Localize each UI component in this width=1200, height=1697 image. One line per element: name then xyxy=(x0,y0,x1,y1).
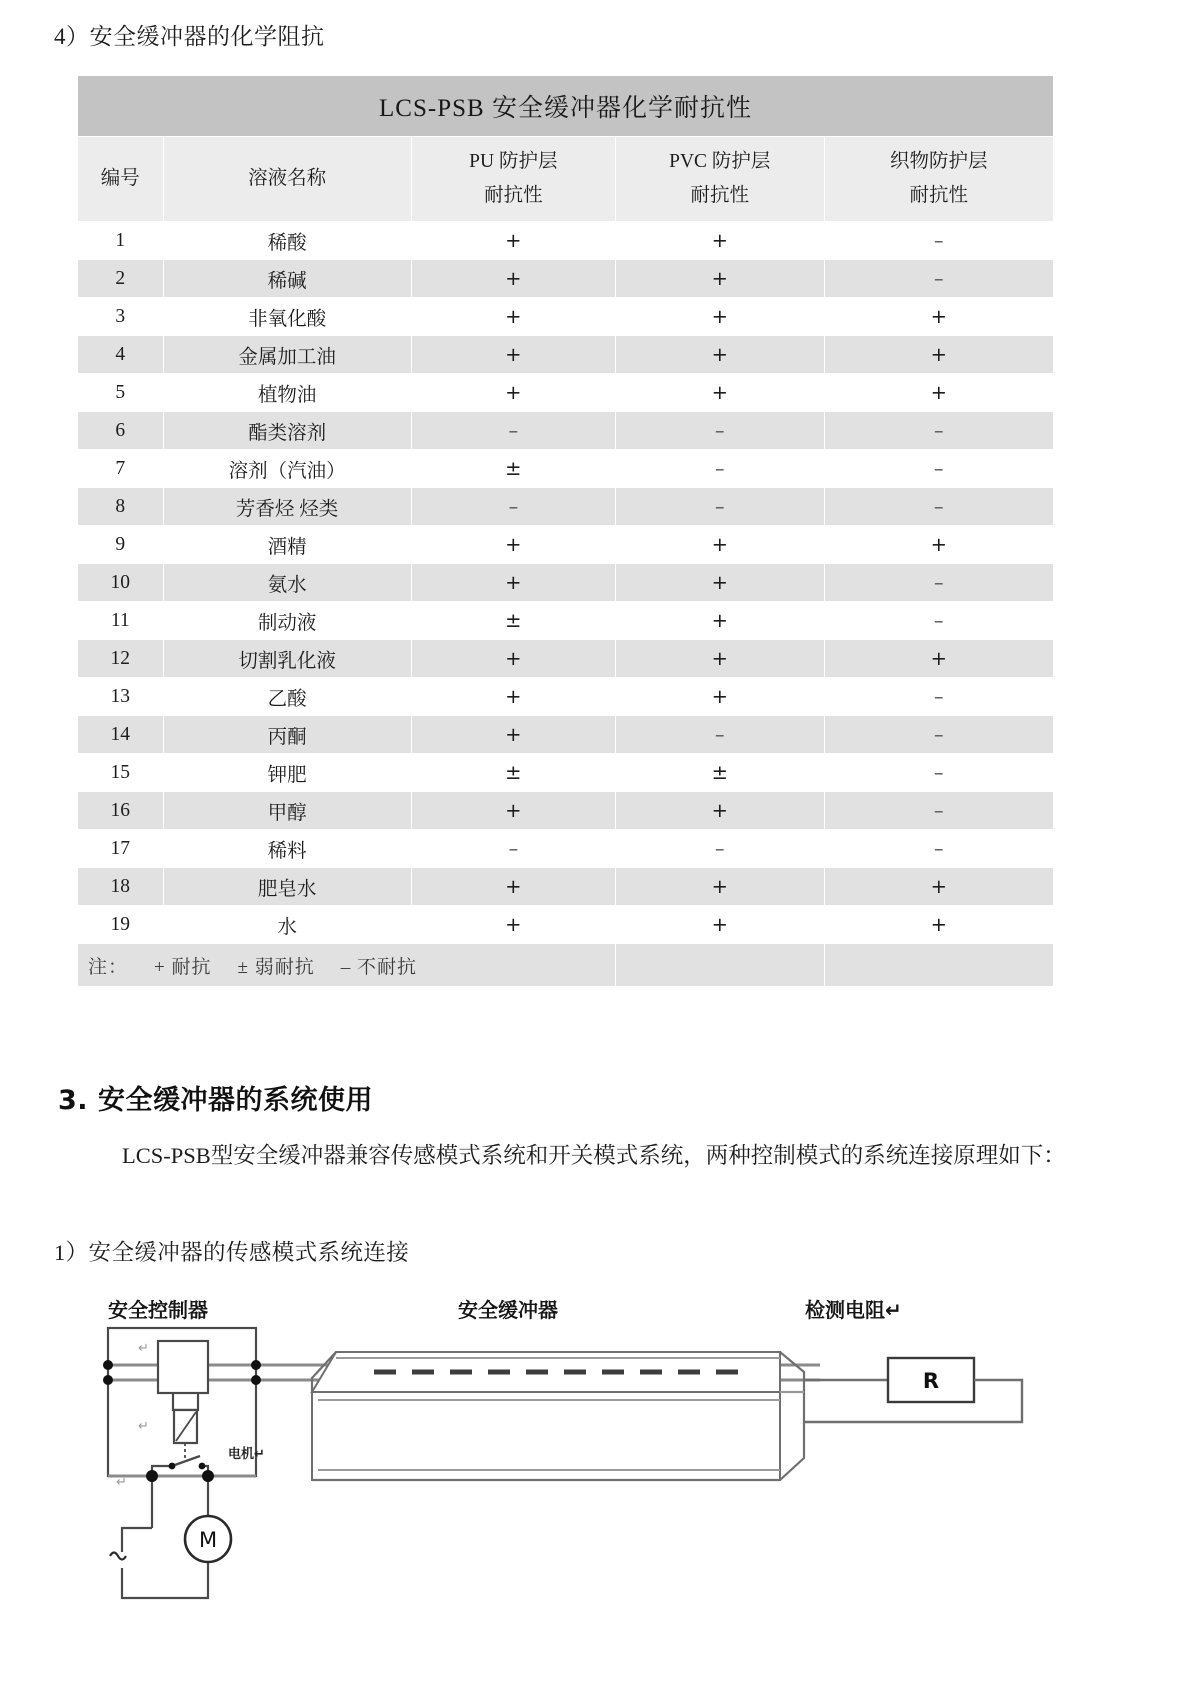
row-pu-resistance: + xyxy=(411,906,615,944)
row-fabric-resistance: – xyxy=(824,754,1053,792)
diagram-label-controller: 安全控制器 xyxy=(108,1298,208,1322)
diagram-label-resistor: 检测电阻↵ xyxy=(805,1298,902,1322)
column-header-name xyxy=(163,137,411,222)
row-pvc-resistance: – xyxy=(616,488,825,526)
row-pvc-resistance: + xyxy=(616,222,825,260)
column-header-pu xyxy=(411,137,615,222)
row-solution-name: 钾肥 xyxy=(163,754,411,792)
row-fabric-resistance: + xyxy=(824,374,1053,412)
row-number: 15 xyxy=(78,754,164,792)
row-fabric-resistance: + xyxy=(824,298,1053,336)
table-row xyxy=(78,374,1054,412)
column-header-fabric xyxy=(824,137,1053,222)
row-pvc-resistance: + xyxy=(616,640,825,678)
row-solution-name: 甲醇 xyxy=(163,792,411,830)
column-header-pvc-line2: 耐抗性 xyxy=(690,185,750,206)
row-pvc-resistance: + xyxy=(616,678,825,716)
table-title: LCS-PSB 安全缓冲器化学耐抗性 xyxy=(78,76,1054,137)
row-number: 17 xyxy=(78,830,164,868)
row-number: 10 xyxy=(78,564,164,602)
note-symbol-3: – xyxy=(340,956,352,978)
row-solution-name: 稀料 xyxy=(163,830,411,868)
table-title-row xyxy=(78,76,1054,137)
row-pvc-resistance: – xyxy=(616,412,825,450)
row-fabric-resistance: – xyxy=(824,716,1053,754)
table-row xyxy=(78,450,1054,488)
column-header-fabric-line1: 织物防护层 xyxy=(890,150,988,172)
row-fabric-resistance: – xyxy=(824,488,1053,526)
column-header-no-line1: 编号 xyxy=(100,167,140,189)
row-number: 2 xyxy=(78,260,164,298)
row-fabric-resistance: – xyxy=(824,260,1053,298)
table-row xyxy=(78,222,1054,260)
row-pvc-resistance: + xyxy=(616,868,825,906)
row-number: 16 xyxy=(78,792,164,830)
row-number: 3 xyxy=(78,298,164,336)
row-solution-name: 乙酸 xyxy=(163,678,411,716)
row-pu-resistance: + xyxy=(411,222,615,260)
note-text-3: 不耐抗 xyxy=(356,956,417,978)
row-solution-name: 制动液 xyxy=(163,602,411,640)
table-row xyxy=(78,336,1054,374)
section-3-heading: 3. 安全缓冲器的系统使用 xyxy=(58,1085,373,1116)
row-fabric-resistance: – xyxy=(824,222,1053,260)
column-header-no xyxy=(78,137,164,222)
row-number: 9 xyxy=(78,526,164,564)
table-row xyxy=(78,640,1054,678)
table-row xyxy=(78,564,1054,602)
table-note-blank-pvc xyxy=(616,944,825,987)
row-pvc-resistance: + xyxy=(616,336,825,374)
row-fabric-resistance: + xyxy=(824,868,1053,906)
pilcrow-mark-1: ↵ xyxy=(138,1341,149,1356)
column-header-pvc xyxy=(616,137,825,222)
row-pvc-resistance: + xyxy=(616,564,825,602)
row-pu-resistance: ± xyxy=(411,754,615,792)
pilcrow-mark-3: ↵ xyxy=(116,1475,127,1490)
row-pu-resistance: + xyxy=(411,298,615,336)
row-solution-name: 稀碱 xyxy=(163,260,411,298)
row-fabric-resistance: – xyxy=(824,450,1053,488)
section-3-subheading: 1）安全缓冲器的传感模式系统连接 xyxy=(54,1240,410,1265)
table-row xyxy=(78,906,1054,944)
row-pu-resistance: – xyxy=(411,488,615,526)
row-solution-name: 稀酸 xyxy=(163,222,411,260)
motor-symbol: M xyxy=(198,1528,218,1552)
table-row xyxy=(78,298,1054,336)
row-fabric-resistance: – xyxy=(824,564,1053,602)
row-number: 4 xyxy=(78,336,164,374)
row-fabric-resistance: + xyxy=(824,640,1053,678)
table-note xyxy=(78,944,616,987)
row-pu-resistance: + xyxy=(411,868,615,906)
table-row xyxy=(78,792,1054,830)
row-pvc-resistance: + xyxy=(616,260,825,298)
row-pu-resistance: ± xyxy=(411,450,615,488)
row-pu-resistance: + xyxy=(411,526,615,564)
row-number: 5 xyxy=(78,374,164,412)
row-solution-name: 溶剂（汽油） xyxy=(163,450,411,488)
diagram-label-motor: 电机↵ xyxy=(228,1447,265,1462)
note-text-1: 耐抗 xyxy=(171,956,212,978)
row-pu-resistance: ± xyxy=(411,602,615,640)
row-fabric-resistance: – xyxy=(824,830,1053,868)
row-pvc-resistance: ± xyxy=(616,754,825,792)
row-pu-resistance: + xyxy=(411,716,615,754)
diagram-label-buffer: 安全缓冲器 xyxy=(458,1298,558,1322)
chemical-resistance-table xyxy=(77,75,1054,987)
row-pvc-resistance: + xyxy=(616,602,825,640)
note-label: 注： xyxy=(88,956,129,978)
row-fabric-resistance: + xyxy=(824,336,1053,374)
table-row xyxy=(78,716,1054,754)
row-pu-resistance: + xyxy=(411,640,615,678)
pilcrow-mark-2: ↵ xyxy=(138,1419,149,1434)
row-pvc-resistance: – xyxy=(616,716,825,754)
row-fabric-resistance: + xyxy=(824,526,1053,564)
resistor-symbol: R xyxy=(922,1369,940,1393)
table-row xyxy=(78,488,1054,526)
row-pvc-resistance: + xyxy=(616,906,825,944)
row-pvc-resistance: + xyxy=(616,526,825,564)
row-pu-resistance: + xyxy=(411,678,615,716)
row-pu-resistance: – xyxy=(411,412,615,450)
row-pvc-resistance: + xyxy=(616,298,825,336)
row-fabric-resistance: + xyxy=(824,906,1053,944)
note-symbol-2: ± xyxy=(237,956,249,978)
column-header-name-line1: 溶液名称 xyxy=(248,167,327,189)
row-solution-name: 非氧化酸 xyxy=(163,298,411,336)
row-number: 11 xyxy=(78,602,164,640)
row-fabric-resistance: – xyxy=(824,602,1053,640)
table-row xyxy=(78,830,1054,868)
row-pu-resistance: + xyxy=(411,564,615,602)
row-number: 14 xyxy=(78,716,164,754)
row-fabric-resistance: – xyxy=(824,678,1053,716)
table-note-row xyxy=(78,944,1054,987)
row-pu-resistance: – xyxy=(411,830,615,868)
row-fabric-resistance: – xyxy=(824,412,1053,450)
table-row xyxy=(78,868,1054,906)
table-row xyxy=(78,678,1054,716)
section-4-heading: 4）安全缓冲器的化学阻抗 xyxy=(54,24,325,49)
table-body xyxy=(78,222,1054,944)
row-solution-name: 丙酮 xyxy=(163,716,411,754)
diagram-svg xyxy=(60,1280,1140,1680)
table-row xyxy=(78,412,1054,450)
note-text-2: 弱耐抗 xyxy=(254,956,315,978)
column-header-pvc-line1: PVC 防护层 xyxy=(669,150,771,172)
row-solution-name: 金属加工油 xyxy=(163,336,411,374)
column-header-pu-line2: 耐抗性 xyxy=(484,185,543,206)
row-number: 7 xyxy=(78,450,164,488)
row-number: 1 xyxy=(78,222,164,260)
row-pu-resistance: + xyxy=(411,260,615,298)
table-row xyxy=(78,754,1054,792)
pilcrow-marks xyxy=(116,1341,149,1490)
note-symbol-1: + xyxy=(154,956,166,978)
section-3-paragraph: LCS-PSB型安全缓冲器兼容传感模式系统和开关模式系统，两种控制模式的系统连接原理如下： xyxy=(122,1143,1066,1168)
row-fabric-resistance: – xyxy=(824,792,1053,830)
row-solution-name: 酒精 xyxy=(163,526,411,564)
row-number: 6 xyxy=(78,412,164,450)
column-header-pu-line1: PU 防护层 xyxy=(469,150,558,172)
table-note-blank-fabric xyxy=(824,944,1053,987)
row-number: 19 xyxy=(78,906,164,944)
row-number: 18 xyxy=(78,868,164,906)
row-pu-resistance: + xyxy=(411,792,615,830)
row-solution-name: 切割乳化液 xyxy=(163,640,411,678)
row-number: 12 xyxy=(78,640,164,678)
table-row xyxy=(78,260,1054,298)
row-pu-resistance: + xyxy=(411,374,615,412)
row-number: 8 xyxy=(78,488,164,526)
row-solution-name: 水 xyxy=(163,906,411,944)
row-solution-name: 植物油 xyxy=(163,374,411,412)
row-solution-name: 酯类溶剂 xyxy=(163,412,411,450)
row-solution-name: 芳香烃 烃类 xyxy=(163,488,411,526)
row-solution-name: 肥皂水 xyxy=(163,868,411,906)
row-pvc-resistance: – xyxy=(616,450,825,488)
row-pvc-resistance: – xyxy=(616,830,825,868)
row-pvc-resistance: + xyxy=(616,792,825,830)
row-number: 13 xyxy=(78,678,164,716)
table-row xyxy=(78,526,1054,564)
sensing-mode-wiring-diagram xyxy=(60,1280,1140,1680)
table-row xyxy=(78,602,1054,640)
column-header-fabric-line2: 耐抗性 xyxy=(909,185,969,206)
row-solution-name: 氨水 xyxy=(163,564,411,602)
row-pvc-resistance: + xyxy=(616,374,825,412)
row-pu-resistance: + xyxy=(411,336,615,374)
table-header-row xyxy=(78,137,1054,222)
